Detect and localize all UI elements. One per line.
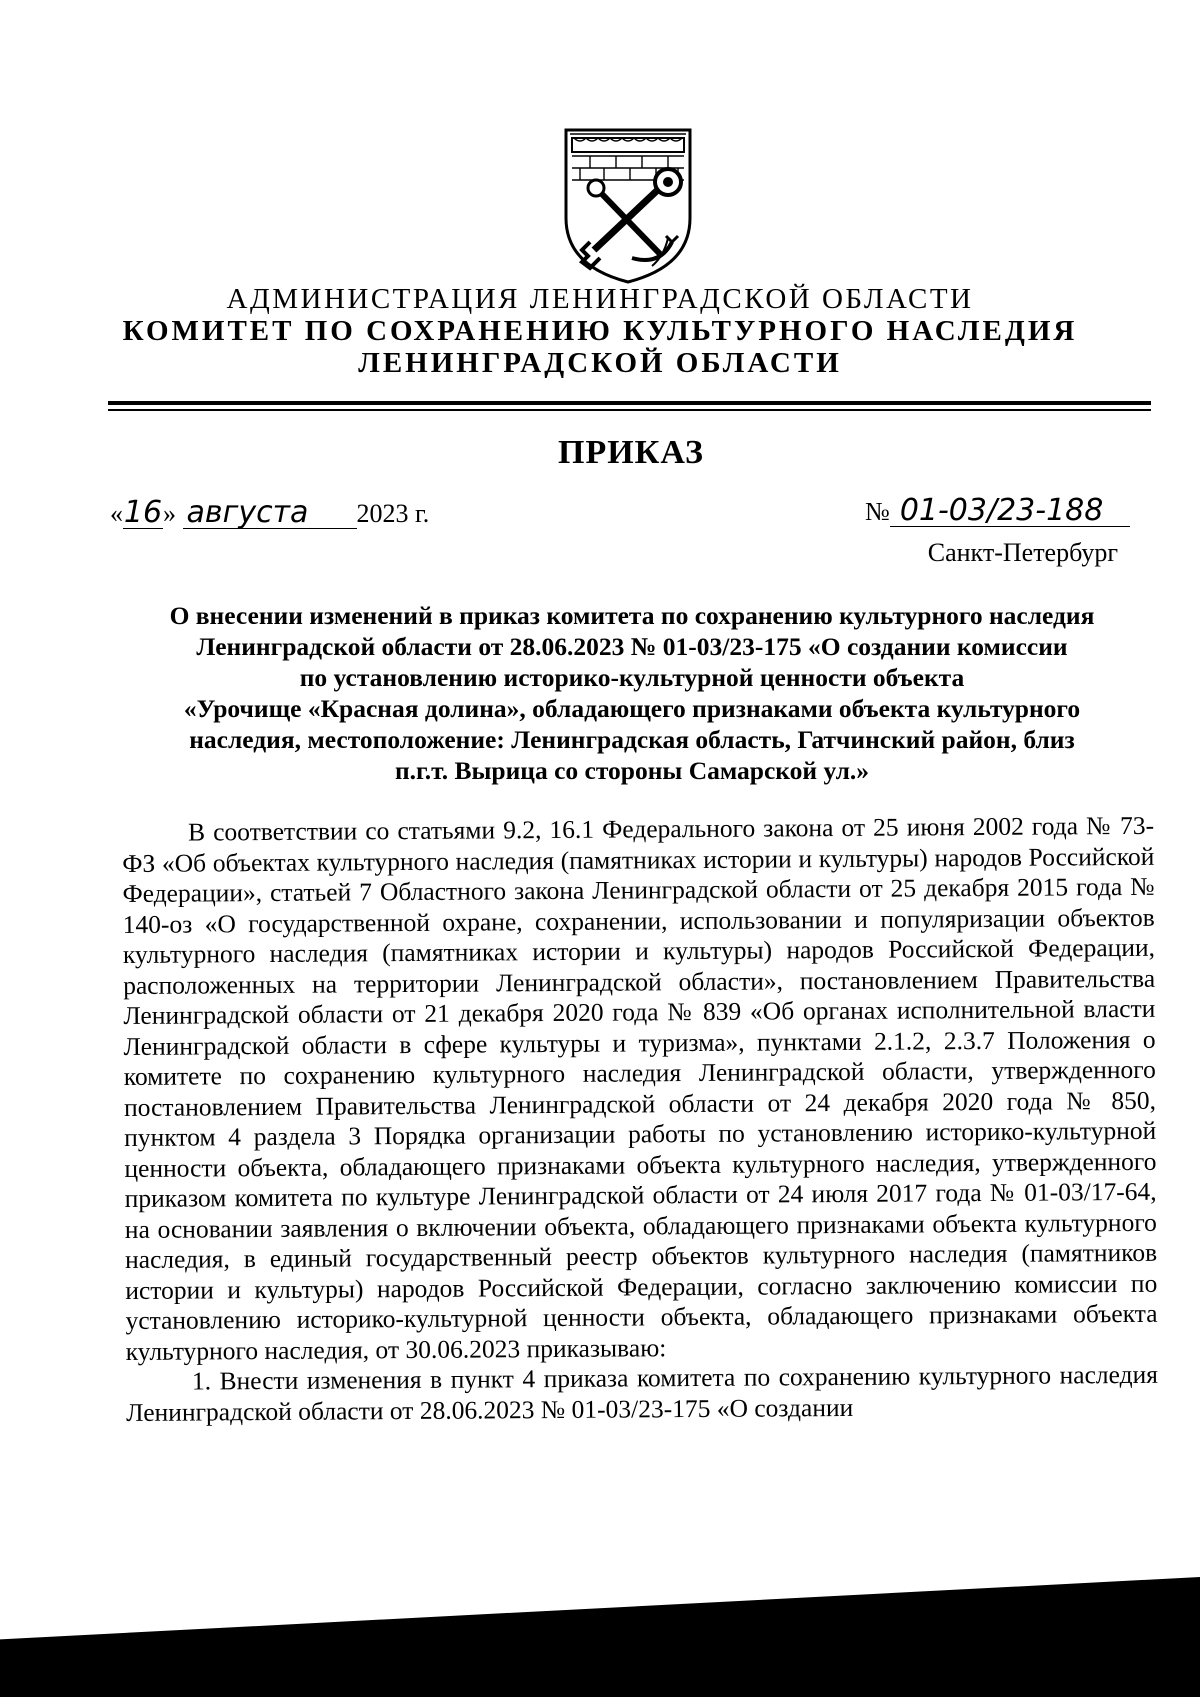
document-type-title: ПРИКАЗ (558, 434, 704, 471)
date-open-quote: « (110, 499, 123, 528)
scan-edge-shadow (0, 1577, 1200, 1697)
coat-of-arms-icon (560, 126, 696, 286)
date-year: 2023 г. (356, 499, 430, 528)
clause-1-paragraph: 1. Внести изменения в пункт 4 приказа комитета по сохранению культурного наследия Ленинградской области от 28.06.2023 № 01-03/23-175 «О создании (126, 1359, 1159, 1427)
date-day-handwritten: 16 (123, 495, 163, 530)
heading-line: Ленинградской области от 28.06.2023 № 01-03/23-175 «О создании комиссии (196, 632, 1068, 661)
heading-line: по установлению историко-культурной ценности объекта (299, 663, 965, 692)
number-sign: № (865, 497, 890, 526)
heading-line: п.г.т. Вырица со стороны Самарской ул.» (394, 756, 870, 785)
order-number-handwritten: 01-03/23-188 (890, 496, 1130, 527)
date-month-handwritten: августа (183, 498, 357, 529)
preamble-paragraph: В соответствии со статьями 9.2, 16.1 Федерального закона от 25 июня 2002 года № 73-ФЗ «Об объектах культурного наследия (памятниках истории и культуры) народов Российской Федерации», статьей 7 Областного закона Ленинградской области от 25 декабря 2015 года № 140-оз «О государственной охране, сохранении, использовании и популяризации объектов культурного наследия (памятниках истории и культуры) народов Российской Федерации, расположенных на территории Ленинградской области», постановлением Правительства Ленинградской области от 21 декабря 2020 года № 839 «Об органах исполнительной власти Ленинградской области в сфере культуры и туризма», пунктами 2.1.2, 2.3.7 Положения о комитете по сохранению культурного наследия Ленинградской области, утвержденного постановлением Правительства Ленинградской области от 24 декабря 2020 года № 850, пунктом 4 раздела 3 Порядка организации работы по установлению историко-культурной ценности объекта, обладающего признаками объекта культурного наследия, утвержденного приказом комитета по культуре Ленинградской области от 24 июля 2017 года № 01-03/17-64, на основании заявления о включении объекта, обладающего признаками объекта культурного наследия, в единый государственный реестр объектов культурного наследия (памятников истории и культуры) народов Российской Федерации, согласно заключению комиссии по установлению историко-культурной ценности объекта, обладающего признаками объекта культурного наследия, от 30.06.2023 приказываю: (122, 810, 1158, 1366)
order-heading (108, 600, 1156, 786)
heading-line: «Урочище «Красная долина», обладающего признаками объекта культурного (183, 694, 1081, 723)
heading-line: О внесении изменений в приказ комитета по сохранению культурного наследия (169, 601, 1095, 630)
city-name: Санкт-Петербург (927, 538, 1118, 567)
committee-name-line2: ЛЕНИНГРАДСКОЙ ОБЛАСТИ (358, 347, 842, 379)
administration-name: АДМИНИСТРАЦИЯ ЛЕНИНГРАДСКОЙ ОБЛАСТИ (226, 283, 974, 315)
order-body (122, 811, 1158, 1428)
order-date (110, 495, 430, 530)
order-number (865, 493, 1130, 528)
header-divider-thick (108, 401, 1151, 405)
heading-line: наследия, местоположение: Ленинградская область, Гатчинский район, близ (189, 725, 1075, 754)
committee-name-line1: КОМИТЕТ ПО СОХРАНЕНИЮ КУЛЬТУРНОГО НАСЛЕДИЯ (122, 315, 1078, 347)
date-close-quote: » (163, 499, 176, 528)
header-divider-thin (108, 409, 1151, 411)
